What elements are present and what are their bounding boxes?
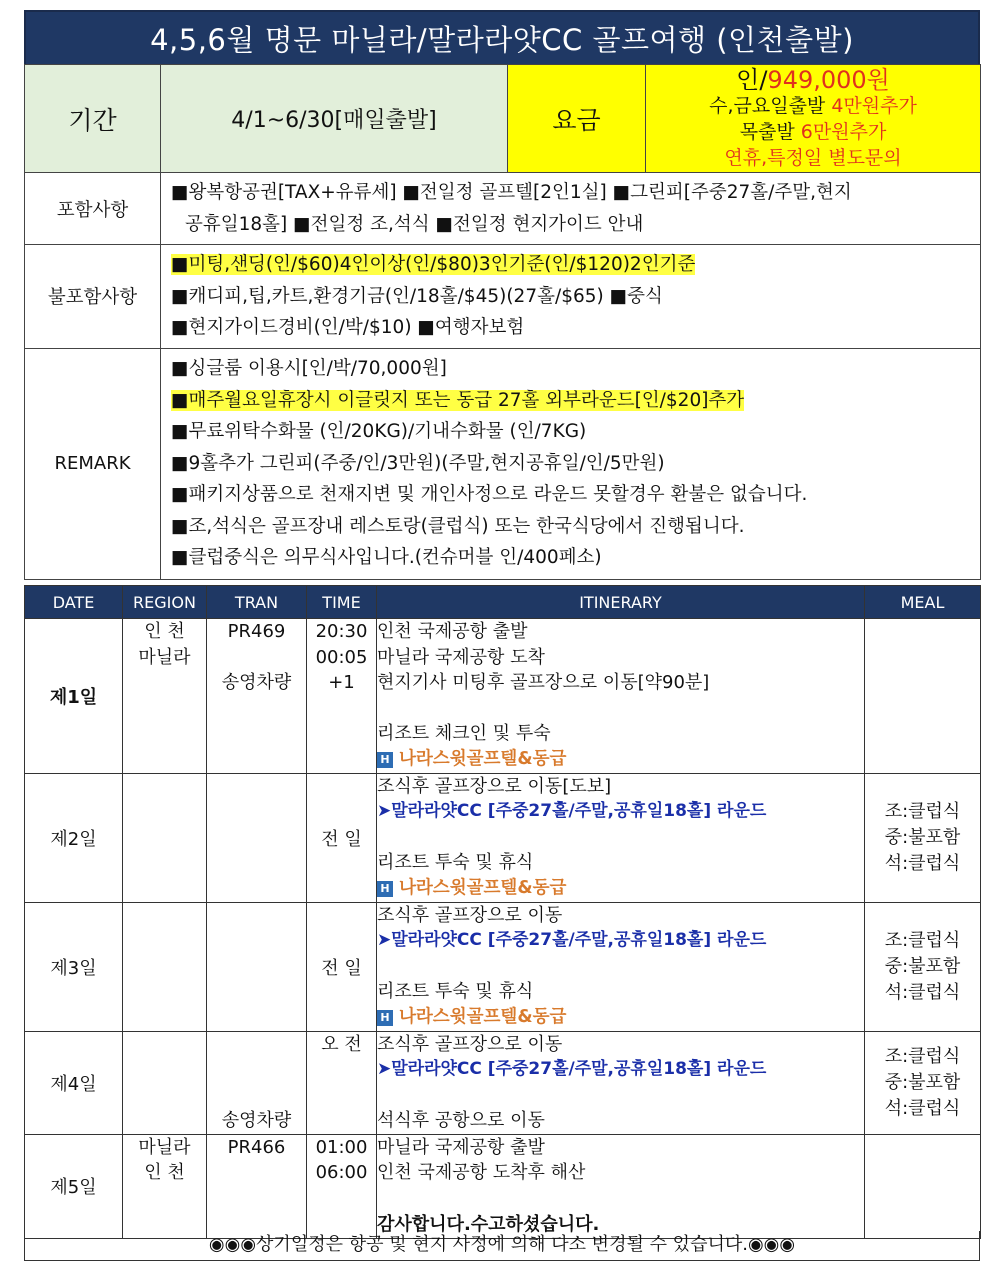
region-cell [123,1134,207,1238]
price-note2-a: 목출발 [739,120,795,143]
hotel-line [377,876,864,902]
closing-message: 감사합니다.수고하셨습니다. [377,1213,600,1235]
itinerary-line: 조식후 골프장으로 이동 [377,1033,563,1055]
time-text: 20:30 [315,621,368,642]
excluded-content [161,245,981,349]
excluded-label: 불포함사항 [25,245,161,349]
col-header-itinerary: ITINERARY [377,586,865,619]
itinerary-row-day4 [25,1031,981,1134]
price-note2-b: 6만원추가 [800,120,887,143]
day-label: 제3일 [25,902,123,1031]
tran-cell [207,773,307,902]
itinerary-row-day3 [25,902,981,1031]
region-text: 마닐라 [138,646,191,668]
tran-cell [207,902,307,1031]
tran-text: 송영차량 [221,672,292,694]
itinerary-line: 마닐라 국제공항 출발 [377,1136,545,1158]
itinerary-line [377,1083,864,1109]
day-label: 제4일 [25,1031,123,1134]
included-line: 공휴일18홀] ■전일정 조,석식 ■전일정 현지가이드 안내 [185,213,644,235]
price-label: 요금 [508,65,646,173]
tran-cell [207,1031,307,1134]
remark-line: ■싱글룸 이용시[인/박/70,000원] [171,358,447,380]
time-text: 오 전 [321,1033,362,1055]
itinerary-line [377,825,864,851]
col-header-date: DATE [25,586,123,619]
hotel-name: 나라스윗골프텔&동급 [399,877,567,898]
itinerary-line: 인천 국제공항 출발 [377,621,528,642]
meal-item: 석:클럽식 [884,981,961,1003]
itinerary-row-day5 [25,1134,981,1238]
price-note3: 연휴,특정일 별도문의 [724,146,902,169]
included-line: ■왕복항공권[TAX+유류세] ■전일정 골프텔[2인1실] ■그린피[주중27홀/주말,현지 [171,182,852,203]
region-text: 인 천 [144,1162,185,1184]
period-value: 4/1~6/30[매일출발] [161,65,508,173]
hotel-icon: H [377,1010,393,1026]
time-text: 전 일 [307,773,377,902]
price-box [646,65,981,173]
hotel-line [377,747,864,773]
itinerary-line: 마닐라 국제공항 도착 [377,646,545,668]
info-table [24,64,981,580]
meal-item: 조:클럽식 [884,1045,961,1067]
excluded-line: ■캐디피,팁,카트,환경기금(인/18홀/$45)(27홀/$65) ■중식 [171,285,663,307]
itinerary-line: 조식후 골프장으로 이동[도보] [377,775,612,797]
hotel-name: 나라스윗골프텔&동급 [399,748,567,769]
itinerary-line: 리조트 투숙 및 휴식 [377,852,534,874]
meal-item: 중:불포함 [884,1071,961,1093]
time-text: 01:00 [315,1136,368,1158]
excluded-line: ■현지가이드경비(인/박/$10) ■여행자보험 [171,317,525,338]
region-cell [123,773,207,902]
hotel-name: 나라스윗골프텔&동급 [399,1006,567,1027]
itinerary-line: 현지기사 미팅후 골프장으로 이동[약90분] [377,672,710,694]
time-text: 06:00 [315,1162,368,1184]
tran-cell [207,619,307,774]
price-amount: 949,000원 [767,65,890,94]
region-cell [123,902,207,1031]
itinerary-cell [377,619,865,774]
meal-item: 조:클럽식 [884,800,961,822]
itinerary-line: 리조트 투숙 및 휴식 [377,981,534,1003]
col-header-region: REGION [123,586,207,619]
meal-cell [865,1031,981,1134]
time-cell [307,1134,377,1238]
day-label: 제1일 [25,619,123,774]
golf-round-line: ➤말라라얏CC [주중27홀/주말,공휴일18홀] 라운드 [377,930,767,951]
col-header-meal: MEAL [865,586,981,619]
tran-text: PR466 [227,1136,286,1158]
included-label: 포함사항 [25,173,161,245]
itinerary-line: 리조트 체크인 및 투숙 [377,723,551,745]
price-note1-a: 수,금요일출발 [709,94,826,117]
itinerary-row-day2 [25,773,981,902]
meal-item: 석:클럽식 [884,1097,961,1119]
meal-cell [865,1134,981,1238]
remark-content [161,348,981,579]
excluded-line: ■미팅,샌딩(인/$60)4인이상(인/$80)3인기준(인/$120)2인기준 [171,254,696,275]
itinerary-line [377,1186,864,1212]
meal-item: 중:불포함 [884,955,961,977]
itinerary-line: 석식후 공항으로 이동 [377,1110,545,1132]
time-cell [307,1031,377,1134]
time-text: +1 [328,672,355,694]
day-label: 제2일 [25,773,123,902]
remark-label: REMARK [25,348,161,579]
remark-line: ■클럽중식은 의무식사입니다.(컨슈머블 인/400페소) [171,547,602,569]
remark-line: ■조,석식은 골프장내 레스토랑(클럽식) 또는 한국식당에서 진행됩니다. [171,515,745,537]
remark-line: ■9홀추가 그린피(주중/인/3만원)(주말,현지공휴일/인/5만원) [171,452,665,474]
itinerary-cell [377,1134,865,1238]
tran-cell [207,1134,307,1238]
region-text: 마닐라 [138,1136,191,1158]
itinerary-row-day1 [25,619,981,774]
hotel-line [377,1005,864,1031]
region-cell [123,619,207,774]
itinerary-cell [377,773,865,902]
meal-cell [865,773,981,902]
itinerary-line: 조식후 골프장으로 이동 [377,904,563,926]
meal-cell [865,619,981,774]
time-text: 00:05 [315,646,368,668]
price-prefix: 인/ [736,65,768,94]
remark-line: ■매주월요일휴장시 이글릿지 또는 동급 27홀 외부라운드[인/$20]추가 [171,389,745,411]
region-cell [123,1031,207,1134]
meal-item: 석:클럽식 [884,852,961,874]
page-title: 4,5,6월 명문 마닐라/말라라얏CC 골프여행 (인천출발) [24,10,980,66]
meal-item: 조:클럽식 [884,929,961,951]
tran-text [207,645,306,671]
itinerary-line [377,954,864,980]
remark-line: ■패키지상품으로 천재지변 및 개인사정으로 라운드 못할경우 환불은 없습니다. [171,484,808,506]
hotel-icon: H [377,881,393,897]
footer-notice: ◉◉◉상기일정은 항공 및 현지 사정에 의해 다소 변경될 수 있습니다.◉◉◉ [24,1231,980,1261]
itinerary-line [377,696,864,722]
itinerary-table [24,585,981,1239]
time-text: 전 일 [307,902,377,1031]
region-text: 인 천 [144,621,185,642]
itinerary-line: 인천 국제공항 도착후 해산 [377,1162,586,1184]
included-content [161,173,981,245]
hotel-icon: H [377,752,393,768]
col-header-time: TIME [307,586,377,619]
remark-line: ■무료위탁수화물 (인/20KG)/기내수화물 (인/7KG) [171,421,587,443]
tran-text: 송영차량 [221,1110,292,1132]
tran-text: PR469 [227,621,286,642]
col-header-tran: TRAN [207,586,307,619]
golf-round-line: ➤말라라얏CC [주중27홀/주말,공휴일18홀] 라운드 [377,1059,767,1080]
itinerary-cell [377,902,865,1031]
golf-round-line: ➤말라라얏CC [주중27홀/주말,공휴일18홀] 라운드 [377,801,767,822]
period-label: 기간 [25,65,161,173]
meal-item: 중:불포함 [884,826,961,848]
meal-cell [865,902,981,1031]
day-label: 제5일 [25,1134,123,1238]
time-cell [307,619,377,774]
price-note1-b: 4만원추가 [831,94,917,117]
itinerary-cell [377,1031,865,1134]
